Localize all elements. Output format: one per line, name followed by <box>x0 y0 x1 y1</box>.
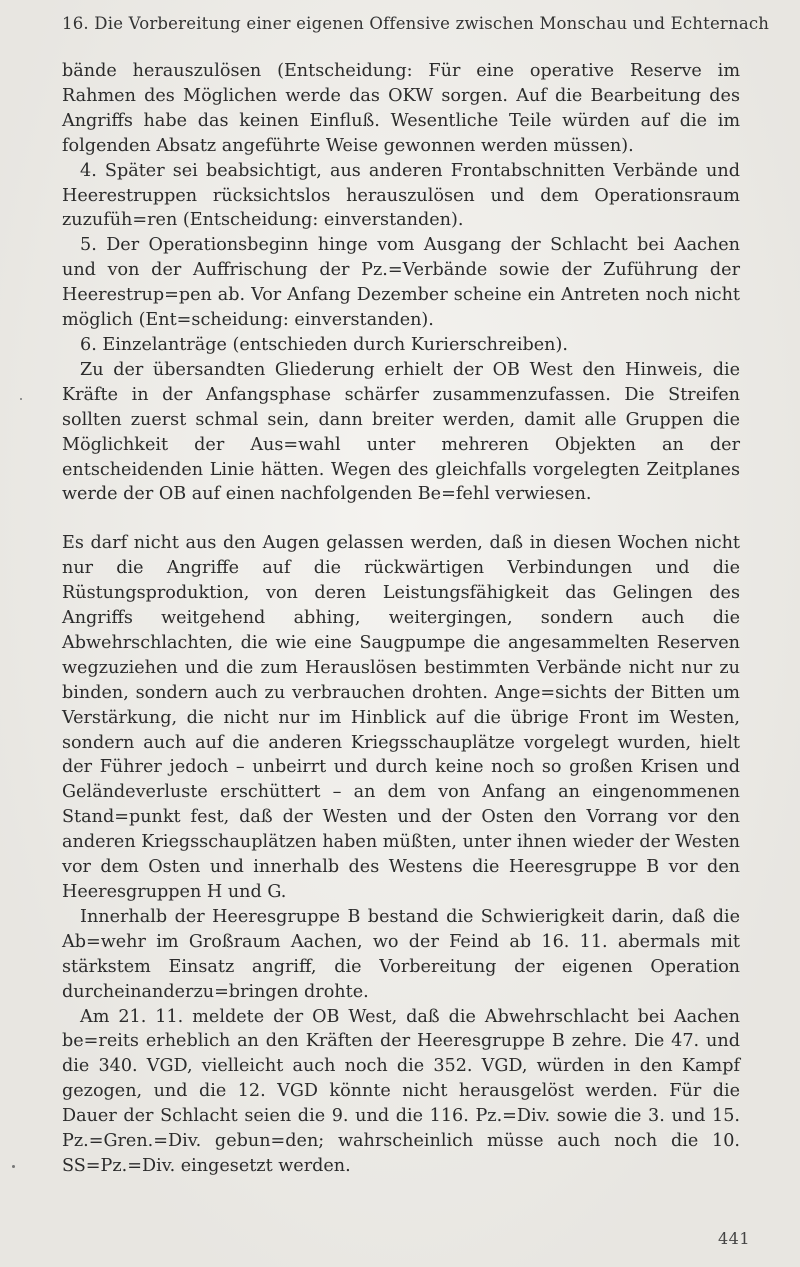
paragraph: bände herauszulösen (Entscheidung: Für eine operative Reserve im Rahmen des Möglichen werde das OKW sorgen. Auf die Bearbeitung des Angriffs habe das keinen Einfluß. Wesentliche Teile würden auf die im folgenden Absatz angeführte Weise gewonnen werden müssen). <box>62 61 740 156</box>
body-text <box>62 59 740 1179</box>
paragraph: 4. Später sei beabsichtigt, aus anderen Frontabschnitten Verbände und Heerestruppen rücksichtslos herauszulösen und dem Operationsraum zuzufüh=ren (Entscheidung: einverstanden). <box>62 160 740 231</box>
paragraph: 5. Der Operationsbeginn hinge vom Ausgang der Schlacht bei Aachen und von der Auffrischung der Pz.=Verbände sowie der Zuführung der Heerestrup=pen ab. Vor Anfang Dezember scheine ein Antreten noch nicht möglich (Ent=scheidung: einverstanden). <box>62 235 740 331</box>
page-number: 441 <box>717 1229 750 1248</box>
running-head: 16. Die Vorbereitung einer eigenen Offensive zwischen Monschau und Echternach <box>62 14 770 33</box>
paragraph: Innerhalb der Heeresgruppe B bestand die Schwierigkeit darin, daß die Ab=wehr im Großraum Aachen, wo der Feind ab 16. 11. abermals mit stärkstem Einsatz angriff, die Vorbereitung der eigenen Operation durcheinanderzu=bringen drohte. <box>62 906 740 1002</box>
print-speck <box>20 398 22 400</box>
paragraph: 6. Einzelanträge (entschieden durch Kurierschreiben). <box>80 334 568 355</box>
print-speck <box>12 1165 15 1168</box>
paragraph: Am 21. 11. meldete der OB West, daß die Abwehrschlacht bei Aachen be=reits erheblich an den Kräften der Heeresgruppe B zehre. Die 47. und die 340. VGD, vielleicht auch noch die 352. VGD, würden in den Kampf gezogen, und die 12. VGD könnte nicht herausgelöst werden. Für die Dauer der Schlacht seien die 9. und die 116. Pz.=Div. sowie die 3. und 15. Pz.=Gren.=Div. gebun=den; wahrscheinlich müsse auch noch die 10. SS=Pz.=Div. eingesetzt werden. <box>62 1006 740 1176</box>
paragraph: Zu der übersandten Gliederung erhielt der OB West den Hinweis, die Kräfte in der Anfangsphase schärfer zusammenzufassen. Die Streifen sollten zuerst schmal sein, dann breiter werden, damit alle Gruppen die Möglichkeit der Aus=wahl unter mehreren Objekten an der entscheidenden Linie hätten. Wegen des gleichfalls vorgelegten Zeitplanes werde der OB auf einen nachfolgenden Be=fehl verwiesen. <box>62 359 740 505</box>
paragraph: Es darf nicht aus den Augen gelassen werden, daß in diesen Wochen nicht nur die Angriffe auf die rückwärtigen Verbindungen und die Rüstungsproduktion, von deren Leistungsfähigkeit das Gelingen des Angriffs weitgehend abhing, weitergingen, sondern auch die Abwehrschlachten, die wie eine Saugpumpe die angesammelten Reserven wegzuziehen und die zum Herauslösen bestimmten Verbände nicht nur zu binden, sondern auch zu verbrauchen drohten. Ange=sichts der Bitten um Verstärkung, die nicht nur im Hinblick auf die übrige Front im Westen, sondern auch auf die anderen Kriegsschauplätze vorgelegt wurden, hielt der Führer jedoch – unbeirrt und durch keine noch so großen Krisen und Geländeverluste erschüttert – an dem von Anfang an eingenommenen Stand=punkt fest, daß der Westen und der Osten den Vorrang vor den anderen Kriegsschauplätzen haben müßten, unter ihnen wieder der Westen vor dem Osten und innerhalb des Westens die Heeresgruppe B vor den Heeresgruppen H und G. <box>62 533 740 902</box>
